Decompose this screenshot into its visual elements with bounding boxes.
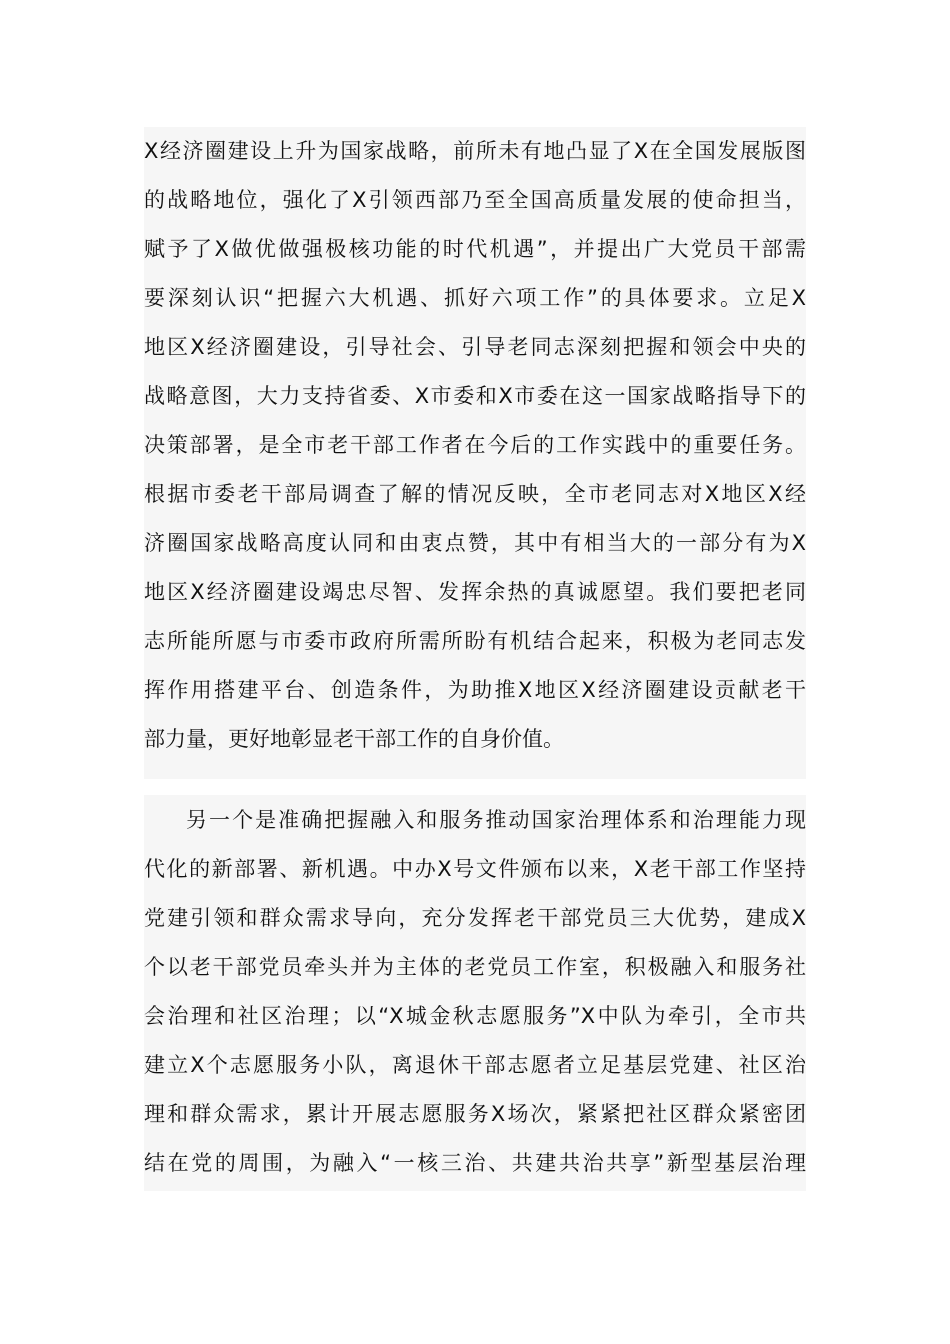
paragraph-line: 地区X经济圈建设竭忠尽智、发挥余热的真诚愿望。我们要把老同 (144, 580, 806, 604)
paragraph-line: 会治理和社区治理；以“X城金秋志愿服务”X中队为牵引，全市共 (144, 1004, 806, 1028)
paragraph-line: 建立X个志愿服务小队，离退休干部志愿者立足基层党建、社区治 (144, 1053, 806, 1077)
paragraph-line: 的战略地位，强化了X引领西部乃至全国高质量发展的使命担当， (144, 188, 806, 212)
paragraph-line: 结在党的周围，为融入“一核三治、共建共治共享”新型基层治理 (144, 1151, 806, 1175)
paragraph-line: X经济圈建设上升为国家战略，前所未有地凸显了X在全国发展版图 (144, 139, 806, 163)
paragraph-line: 代化的新部署、新机遇。中办X号文件颁布以来，X老干部工作坚持 (144, 857, 806, 881)
paragraph-line: 挥作用搭建平台、创造条件，为助推X地区X经济圈建设贡献老干 (144, 678, 806, 702)
paragraph-line: 战略意图，大力支持省委、X市委和X市委在这一国家战略指导下的 (144, 384, 806, 408)
paragraph-line: 志所能所愿与市委市政府所需所盼有机结合起来，积极为老同志发 (144, 629, 806, 653)
paragraph-2 (144, 795, 806, 1191)
paragraph-line: 决策部署，是全市老干部工作者在今后的工作实践中的重要任务。 (144, 433, 806, 457)
paragraph-line: 党建引领和群众需求导向，充分发挥老干部党员三大优势，建成X (144, 906, 806, 930)
paragraph-line: 部力量，更好地彰显老干部工作的自身价值。 (144, 727, 564, 751)
paragraph-line: 理和群众需求，累计开展志愿服务X场次，紧紧把社区群众紧密团 (144, 1102, 806, 1126)
paragraph-1 (144, 127, 806, 779)
paragraph-line: 另一个是准确把握融入和服务推动国家治理体系和治理能力现 (186, 808, 806, 832)
paragraph-line: 个以老干部党员牵头并为主体的老党员工作室，积极融入和服务社 (144, 955, 806, 979)
paragraph-line: 要深刻认识“把握六大机遇、抓好六项工作”的具体要求。立足X (144, 286, 806, 310)
paragraph-line: 赋予了X做优做强极核功能的时代机遇”，并提出广大党员干部需 (144, 237, 806, 261)
paragraph-line: 根据市委老干部局调查了解的情况反映，全市老同志对X地区X经 (144, 482, 806, 506)
paragraph-line: 济圈国家战略高度认同和由衷点赞，其中有相当大的一部分有为X (144, 531, 806, 555)
paragraph-line: 地区X经济圈建设，引导社会、引导老同志深刻把握和领会中央的 (144, 335, 806, 359)
